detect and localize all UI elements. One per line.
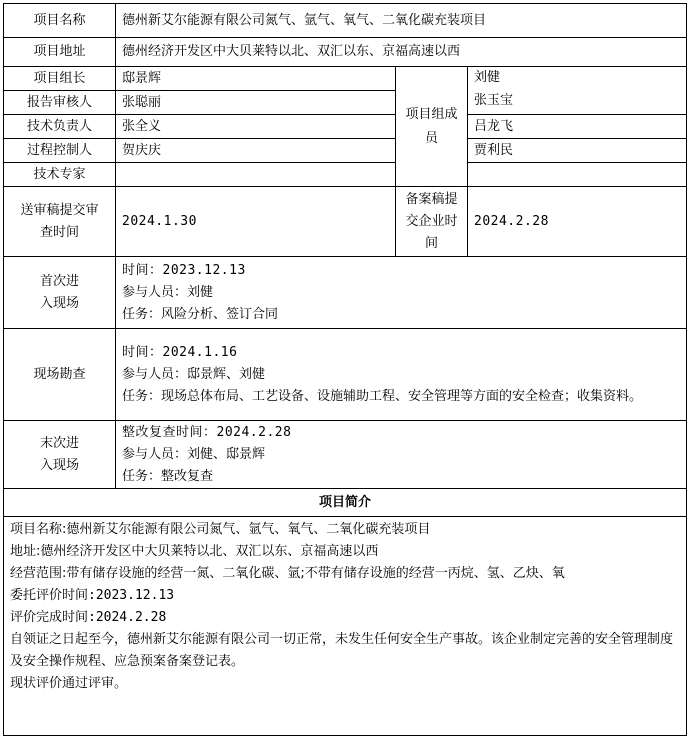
first-visit-task: 任务：风险分析、签订合同: [122, 306, 279, 322]
project-address-label: 项目地址: [4, 38, 116, 67]
row-first-visit: [4, 257, 687, 329]
review-submit-label: [4, 187, 116, 257]
last-visit-details: [116, 421, 687, 489]
last-visit-task: 任务：整改复查: [122, 468, 214, 484]
row-leader: [4, 67, 687, 91]
intro-name-line: 项目名称:德州新艾尔能源有限公司氮气、氩气、氧气、二氧化碳充装项目: [10, 522, 431, 537]
process-value: 贺庆庆: [116, 139, 396, 163]
member-2-name: 张玉宝: [474, 92, 514, 108]
member-1-name: 刘健: [474, 69, 501, 85]
row-last-visit: [4, 421, 687, 489]
tech-lead-value: 张全义: [116, 115, 396, 139]
row-survey: [4, 329, 687, 421]
survey-details: [116, 329, 687, 421]
first-visit-people: 参与人员：刘健: [122, 284, 214, 300]
member-3: 吕龙飞: [468, 115, 687, 139]
survey-time: 时间：2024.1.16: [122, 344, 238, 360]
row-expert: [4, 163, 687, 187]
intro-title: 项目简介: [4, 489, 687, 517]
expert-label: 技术专家: [4, 163, 116, 187]
project-table: [3, 3, 687, 736]
row-intro-body: [4, 517, 687, 736]
member-5: [468, 163, 687, 187]
survey-task: 任务：现场总体布局、工艺设备、设施辅助工程、安全管理等方面的安全检查；收集资料。: [122, 388, 643, 404]
row-intro-title: [4, 489, 687, 517]
row-project-address: [4, 38, 687, 67]
project-name-value: 德州新艾尔能源有限公司氮气、氩气、氧气、二氧化碳充装项目: [116, 4, 687, 38]
intro-address-line: 地址:德州经济开发区中大贝莱特以北、双汇以东、京福高速以西: [10, 544, 379, 559]
intro-complete-line: 评价完成时间:2024.2.28: [10, 610, 167, 625]
record-submit-label: [396, 187, 468, 257]
review-submit-label-text: 送审稿提交审查时间: [20, 202, 99, 240]
record-submit-label-text: 备案稿提交企业时间: [405, 191, 458, 251]
first-visit-label-text: 首次进入现场: [39, 273, 79, 311]
project-address-value: 德州经济开发区中大贝莱特以北、双汇以东、京福高速以西: [116, 38, 687, 67]
leader-label: 项目组长: [4, 67, 116, 91]
project-name-label: 项目名称: [4, 4, 116, 38]
evaluation-form: [3, 3, 686, 739]
survey-people: 参与人员：邸景辉、刘健: [122, 366, 266, 382]
member-1: [468, 67, 687, 115]
row-process: [4, 139, 687, 163]
reviewer-label: 报告审核人: [4, 91, 116, 115]
first-visit-time: 时间：2023.12.13: [122, 262, 246, 278]
record-submit-value: 2024.2.28: [468, 187, 687, 257]
last-visit-time: 整改复查时间：2024.2.28: [122, 424, 292, 440]
last-visit-label: [4, 421, 116, 489]
row-tech-lead: [4, 115, 687, 139]
row-dates: [4, 187, 687, 257]
expert-value: [116, 163, 396, 187]
intro-body: [4, 517, 687, 736]
review-submit-value: 2024.1.30: [116, 187, 396, 257]
first-visit-details: [116, 257, 687, 329]
reviewer-value: 张聪丽: [116, 91, 396, 115]
last-visit-label-text: 末次进入现场: [39, 435, 79, 473]
row-project-name: [4, 4, 687, 38]
first-visit-label: [4, 257, 116, 329]
intro-paragraph: 自领证之日起至今，德州新艾尔能源有限公司一切正常，未发生任何安全生产事故。该企业制定完善的安全管理制度及安全操作规程、应急预案备案登记表。: [10, 632, 674, 669]
process-label: 过程控制人: [4, 139, 116, 163]
member-4: 贾利民: [468, 139, 687, 163]
members-label-text: 项目组成员: [405, 106, 458, 146]
survey-label: 现场勘查: [4, 329, 116, 421]
intro-commission-line: 委托评价时间:2023.12.13: [10, 588, 175, 603]
tech-lead-label: 技术负责人: [4, 115, 116, 139]
last-visit-people: 参与人员：刘健、邸景辉: [122, 446, 266, 462]
leader-value: 邸景辉: [116, 67, 396, 91]
intro-conclusion: 现状评价通过评审。: [10, 676, 128, 691]
intro-scope-line: 经营范围:带有储存设施的经营一氮、二氧化碳、氩;不带有储存设施的经营一丙烷、氢、乙炔、氧: [10, 566, 565, 581]
members-label: [396, 67, 468, 187]
